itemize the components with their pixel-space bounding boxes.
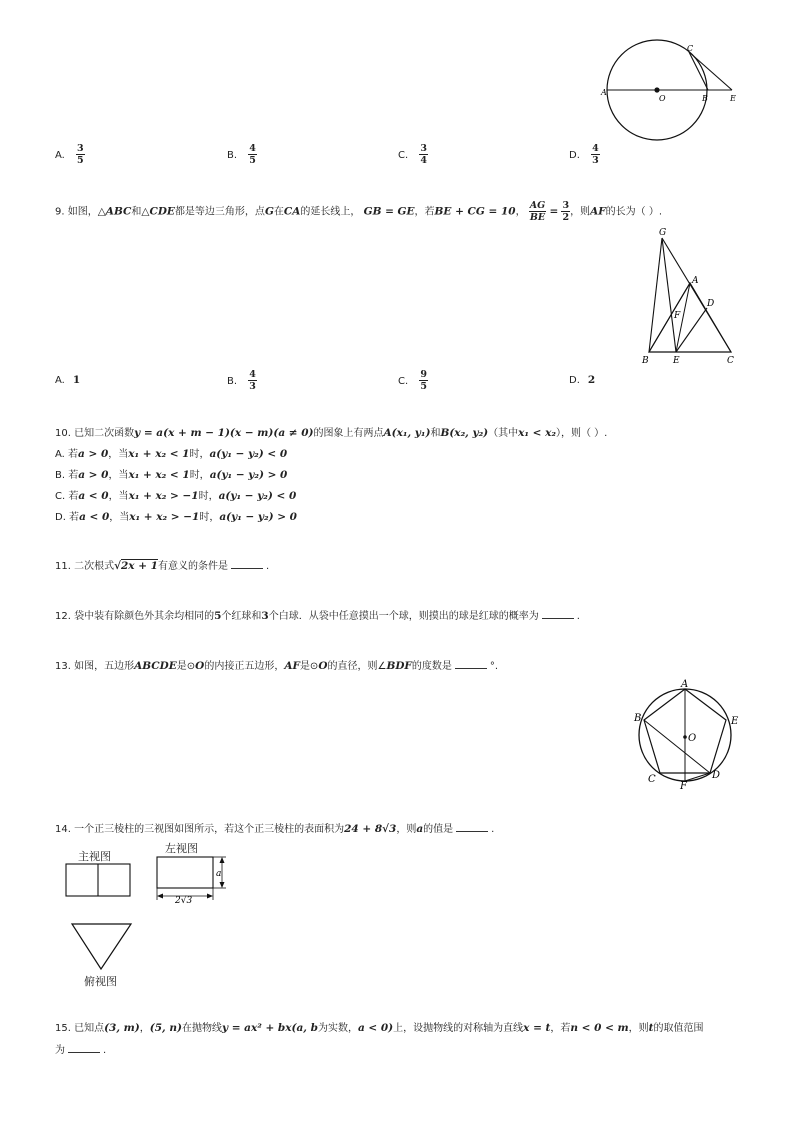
q13-label-d: D [712,770,721,781]
q13-figure [628,676,746,794]
q13-label-f: F [680,781,687,792]
q8-label-c: C [687,44,694,53]
q9-label-c: C [727,356,734,366]
q8-label-b: B [702,94,708,103]
q15-stem-line2: 为 . [55,1045,107,1056]
q12-answer-blank[interactable] [542,609,574,619]
q9-option-d: D. 2 [569,374,596,386]
q11-answer-blank[interactable] [231,559,263,569]
q13-answer-blank[interactable] [455,659,487,669]
q14-front-view-label: 主视图 [78,850,111,863]
q15-answer-blank[interactable] [68,1043,100,1053]
q10-option-d: D. 若a < 0，当x₁ + x₂ > −1时，a(y₁ − y₂) > 0 [55,511,297,523]
q8-option-c: C. $\frac{3}{4}$ [398,143,427,166]
q14-answer-blank[interactable] [456,822,488,832]
q9-option-a: A. 1 [55,374,81,386]
q13-label-e: E [731,716,739,727]
q10-option-a: A. 若a > 0，当x₁ + x₂ < 1时，a(y₁ − y₂) < 0 [55,448,288,460]
q9-label-b: B [642,356,649,366]
q9-option-b: B. $\frac{4}{3}$ [227,369,256,392]
q9-label-a: A [692,276,699,286]
q9-figure [636,222,740,368]
q8-label-e: E [730,94,736,103]
q14-dim-a: a [216,869,222,879]
q10-stem: 10. 已知二次函数y = a(x + m − 1)(x − m)(a ≠ 0)的图象上有两点A(x₁, y₁)和B(x₂, y₂)（其中x₁ < x₂），则（ ）. [55,427,608,439]
q8-figure [596,38,746,150]
q8-label-a: A [601,88,607,97]
q13-stem: 13. 如图，五边形ABCDE是⊙O的内接正五边形，AF是⊙O的直径，则∠BDF的度数是 °. [55,660,499,672]
q11-stem: 11. 二次根式√2x + 1有意义的条件是 . [55,560,270,572]
q8-label-o: O [659,94,666,103]
q10-option-b: B. 若a > 0，当x₁ + x₂ < 1时，a(y₁ − y₂) > 0 [55,469,288,481]
q14-dim-width: 2√3 [175,896,193,906]
q14-left-view-label: 左视图 [165,842,198,855]
q9-option-c: C. $\frac{9}{5}$ [398,369,427,392]
q9-label-f: F [674,311,681,321]
q14-top-view-label: 俯视图 [84,975,117,988]
q9-label-g: G [659,228,667,238]
q10-option-c: C. 若a < 0，当x₁ + x₂ > −1时，a(y₁ − y₂) < 0 [55,490,297,502]
q13-label-c: C [648,774,656,785]
q12-stem: 12. 袋中装有除颜色外其余均相同的5个红球和3个白球．从袋中任意摸出一个球，则摸出的球是红球的概率为 . [55,610,580,622]
q13-label-b: B [634,713,642,724]
q13-label-o: O [688,733,697,744]
q9-label-e: E [673,356,680,366]
q13-label-a: A [681,679,689,690]
q14-stem: 14. 一个正三棱柱的三视图如图所示，若这个正三棱柱的表面积为24 + 8√3，则a的值是 . [55,823,495,835]
q9-label-d: D [707,299,715,309]
q14-three-views [60,852,235,977]
q8-option-b: B. $\frac{4}{5}$ [227,143,256,166]
q8-option-d: D. $\frac{4}{3}$ [569,143,599,166]
q8-option-a: A. $\frac{3}{5}$ [55,143,84,166]
q15-stem-line1: 15. 已知点(3, m)，(5, n)在抛物线y = ax² + bx(a, b为实数，a < 0)上，设抛物线的对称轴为直线x = t，若n < 0 < m，则t的取值范围 [55,1022,704,1034]
q9-stem: 9. 如图，△ABC和△CDE都是等边三角形，点G在CA的延长线上， GB = GE，若BE + CG = 10， $\frac{AG}{BE}$ = $\frac{3}{2}$ ，则AF的长为（ ）. [55,200,663,223]
